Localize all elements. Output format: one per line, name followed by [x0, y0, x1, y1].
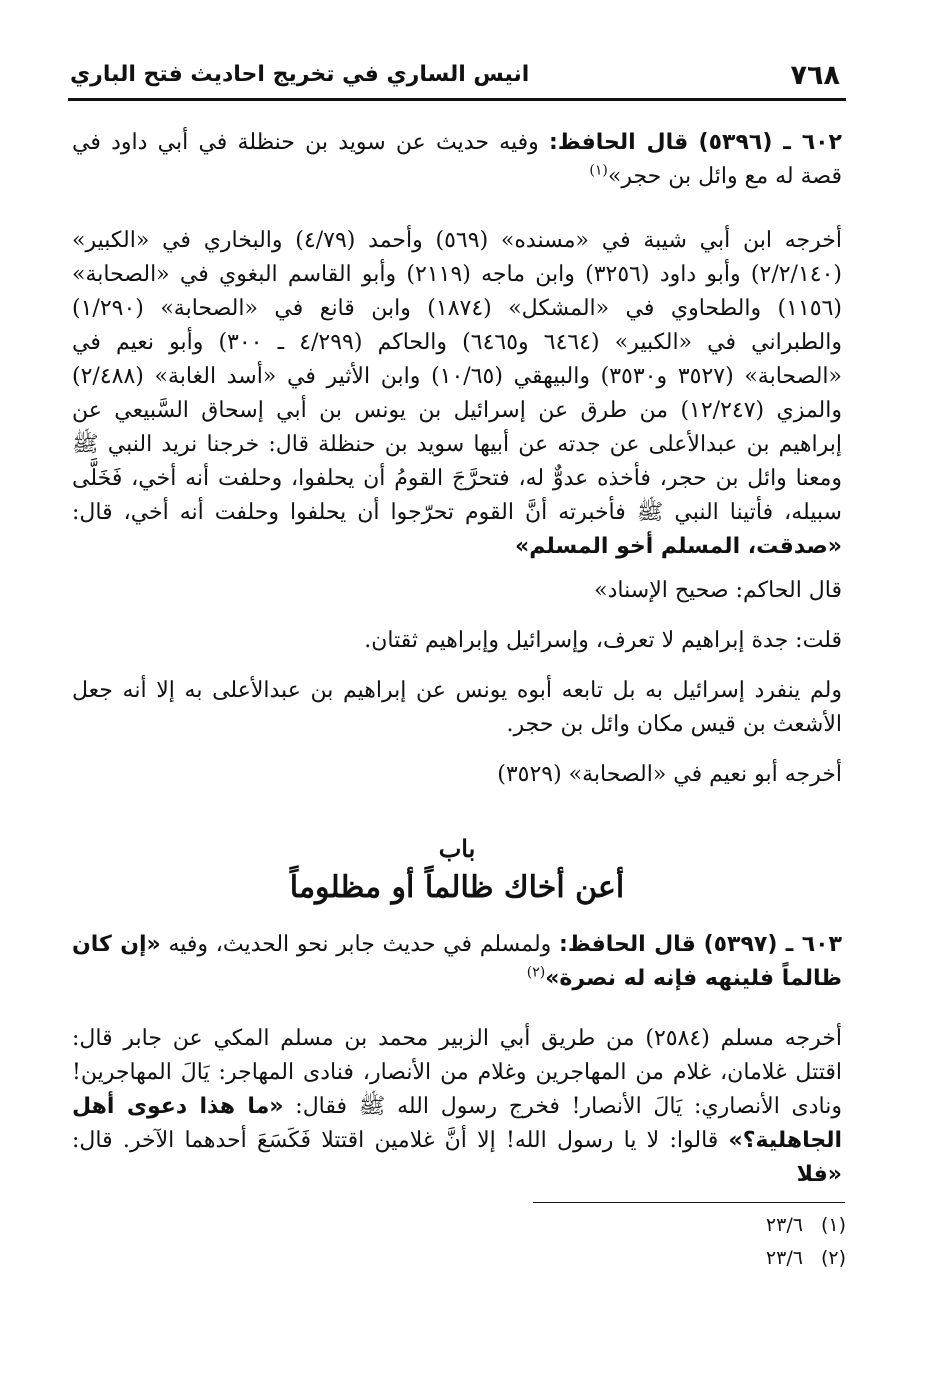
- hadith-quote: «إن كان ظالماً فلينهه فإنه له نصرة»: [72, 932, 842, 991]
- hadith-quote: «فلا: [796, 1162, 842, 1187]
- paragraph-text: قلت: جدة إبراهيم لا تعرف، وإسرائيل وإبراهيم ثقتان.: [364, 628, 842, 653]
- paragraph-text: أخرجه مسلم (٢٥٨٤) من طريق أبي الزبير محمد بن مسلم المكي عن جابر قال: اقتتل غلامان، غلام من المهاجرين وغلام من الأنصار، فنادى المهاجر: يَالَ المهاجرين! ونادى الأنصاري: يَالَ الأنصار! فخرج رسول الله ﷺ فقال:: [72, 1026, 843, 1119]
- entry-603: [72, 928, 842, 996]
- paragraph-text: قالوا: لا يا رسول الله! إلا أنَّ غلامين اقتتلا فَكَسَعَ أحدهما الآخر. قال:: [72, 1128, 719, 1153]
- paragraph-hakim: [72, 574, 842, 608]
- footnote: [766, 1214, 846, 1236]
- entry-text: ولمسلم في حديث جابر نحو الحديث، وفيه: [168, 932, 552, 957]
- paragraph-note: [72, 624, 842, 658]
- entry-lead: قال الحافظ:: [548, 130, 689, 155]
- footnote-text: ٢٣/٦: [765, 1214, 803, 1236]
- footnote-number: (١): [820, 1214, 846, 1236]
- entry-number: ٦٠٣ ـ (٥٣٩٧): [703, 932, 842, 957]
- entry-602: [72, 126, 842, 194]
- footnote-ref: (١): [589, 162, 608, 179]
- paragraph-text: ولم ينفرد إسرائيل به بل تابعه أبوه يونس عن إبراهيم بن عبدالأعلى به إلا أنه جعل الأشعث بن قيس مكان وائل بن حجر.: [72, 678, 842, 737]
- page-number: ٧٦٨: [790, 60, 840, 91]
- footnote-divider: [533, 1202, 845, 1203]
- page-header: [68, 58, 846, 101]
- paragraph-mutabaa: [72, 674, 842, 742]
- paragraph-text: أخرجه ابن أبي شيبة في «مسنده» (٥٦٩) وأحمد (٤/٧٩) والبخاري في «الكبير» (٢/٢/١٤٠) وأبو داود (٣٢٥٦) وابن ماجه (٢١١٩) وأبو القاسم البغوي في «الصحابة» (١١٥٦) والطحاوي في «المشكل» (١٨٧٤) وابن قانع في «الصحابة» (١/٢٩٠) والطبراني في «الكبير» (٦٤٦٤ و٦٤٦٥) والحاكم (٤/٢٩٩ ـ ٣٠٠) وأبو نعيم في «الصحابة» (٣٥٢٧ و٣٥٣٠) والبيهقي (١٠/٦٥) وابن الأثير في «أسد الغابة» (٢/٤٨٨) والمزي (١٢/٢٤٧) من طرق عن إسرائيل بن يونس بن أبي إسحاق السَّبيعي عن إبراهيم بن عبدالأعلى عن جدته عن أبيها سويد بن حنظلة قال: خرجنا نريد النبي ﷺ ومعنا وائل بن حجر، فأخذه عدوٌّ له، فتحرَّجَ القومُ أن يحلفوا، وحلفت أنه أخي، فَخَلَّى سبيله، فأتينا النبي ﷺ فأخبرته أنَّ القوم تحرّجوا أن يحلفوا وحلفت أنه أخي، قال:: [72, 228, 843, 525]
- paragraph-text: قال الحاكم: صحيح الإسناد»: [594, 578, 842, 603]
- footnote-ref: (٢): [526, 964, 546, 981]
- entry-lead: قال الحافظ:: [559, 932, 696, 957]
- hadith-quote: «صدقت، المسلم أخو المسلم»: [515, 534, 842, 559]
- entry-text: وفيه حديث عن سويد بن حنظلة في أبي داود في قصة له مع وائل بن حجر»: [72, 130, 842, 189]
- paragraph-abu-nuaym: [72, 758, 842, 792]
- entry-number: ٦٠٢ ـ (٥٣٩٦): [698, 130, 842, 155]
- paragraph-text: أخرجه أبو نعيم في «الصحابة» (٣٥٢٩): [497, 762, 842, 787]
- running-title: انيس الساري في تخريج احاديث فتح الباري: [70, 62, 530, 87]
- chapter-title: أعن أخاك ظالماً أو مظلوماً: [289, 870, 625, 905]
- footnote-number: (٢): [820, 1247, 846, 1269]
- paragraph-takhrij-603: [72, 1022, 842, 1192]
- chapter-label: باب: [438, 834, 476, 863]
- footnote-text: ٢٣/٦: [765, 1247, 803, 1269]
- hadith-quote: «ما هذا دعوى أهل الجاهلية؟»: [72, 1094, 842, 1153]
- footnote: [766, 1247, 846, 1269]
- paragraph-takhrij-602: [72, 224, 842, 564]
